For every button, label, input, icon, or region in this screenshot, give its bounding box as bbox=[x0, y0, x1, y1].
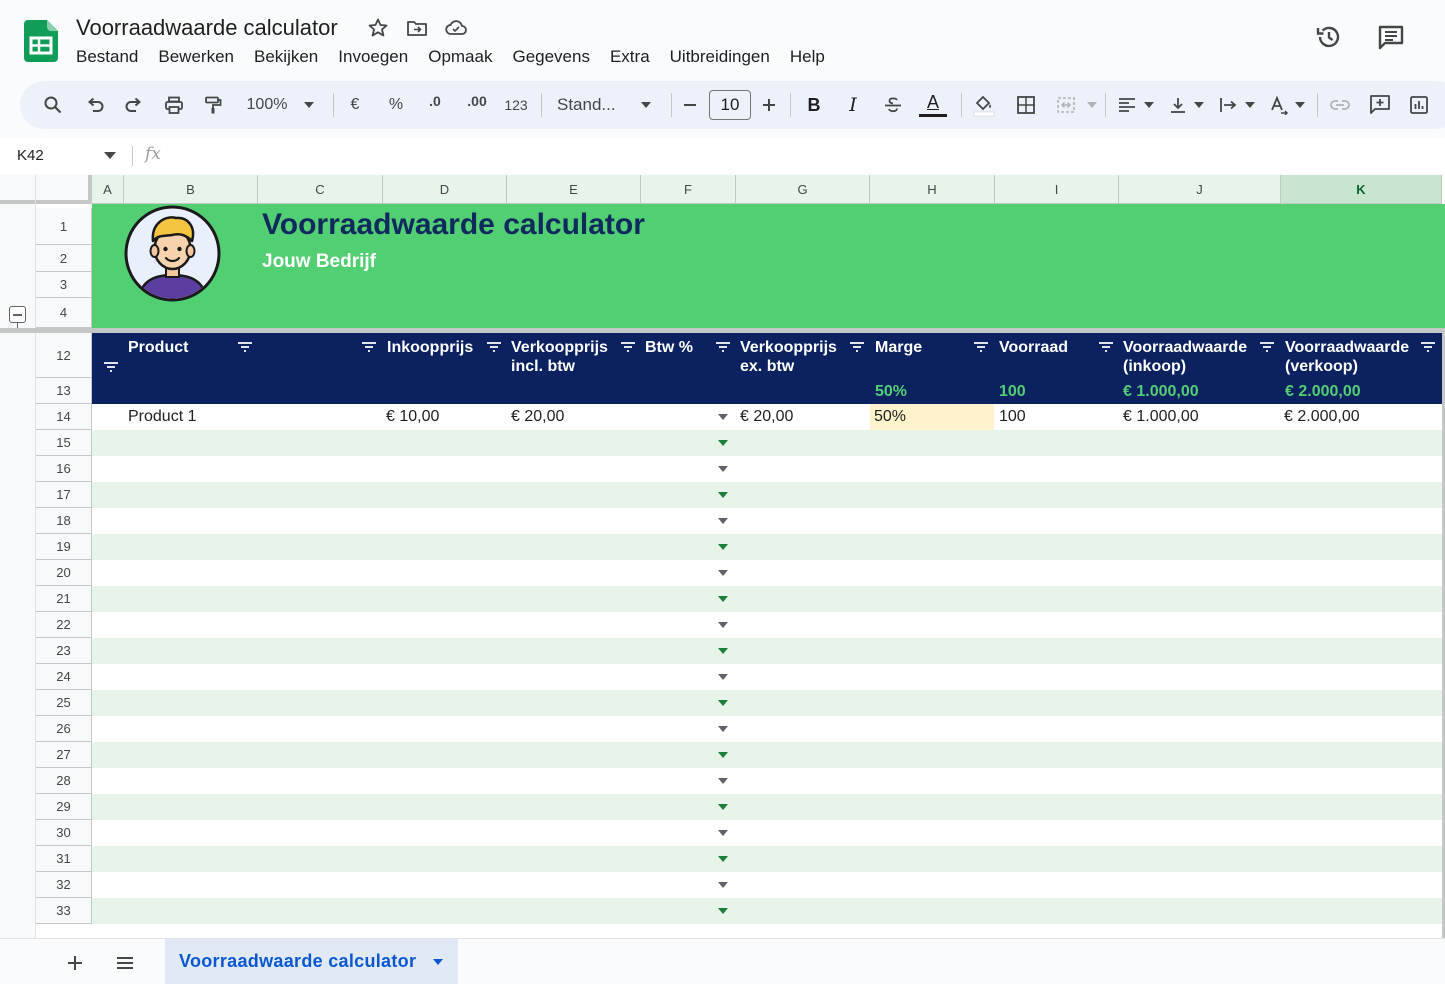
table-row[interactable] bbox=[92, 508, 1442, 534]
table-row[interactable] bbox=[92, 872, 1442, 898]
banner-subtitle: Jouw Bedrijf bbox=[262, 251, 377, 272]
column-header-e[interactable]: E bbox=[507, 175, 641, 204]
filter-icon[interactable] bbox=[236, 340, 254, 354]
summary-voorraad: 100 bbox=[999, 383, 1026, 400]
row-header-13[interactable]: 13 bbox=[36, 378, 92, 404]
text-wrapping-caret-icon[interactable] bbox=[1243, 81, 1257, 129]
formula-input[interactable] bbox=[180, 138, 1430, 174]
row-header-3[interactable]: 3 bbox=[36, 272, 92, 298]
table-row[interactable] bbox=[92, 742, 1442, 768]
toolbar-divider bbox=[961, 93, 962, 117]
btw-dropdown-icon[interactable] bbox=[718, 674, 728, 680]
text-wrapping-icon[interactable] bbox=[1215, 81, 1241, 129]
table-row[interactable] bbox=[92, 846, 1442, 872]
menu-bestand[interactable]: Bestand bbox=[76, 47, 139, 66]
star-icon[interactable] bbox=[366, 16, 390, 40]
header-voorraad[interactable]: Voorraad bbox=[999, 339, 1069, 356]
row-header-33[interactable]: 33 bbox=[36, 898, 92, 924]
header-waarde-inkoop-line2: (inkoop) bbox=[1123, 358, 1187, 375]
header-verkoopprijs-ex-line1: Verkoopprijs bbox=[740, 339, 837, 356]
all-sheets-menu-icon[interactable] bbox=[114, 952, 136, 974]
cell-product[interactable]: Product 1 bbox=[128, 408, 197, 425]
row-header-15[interactable]: 15 bbox=[36, 430, 92, 456]
table-row[interactable] bbox=[92, 456, 1442, 482]
row-header-1[interactable]: 1 bbox=[36, 208, 92, 245]
banner-title: Voorraadwaarde calculator bbox=[262, 208, 645, 241]
summary-waarde-inkoop: € 1.000,00 bbox=[1123, 383, 1199, 400]
filter-icon[interactable] bbox=[714, 340, 732, 354]
collapse-group-icon[interactable] bbox=[9, 306, 26, 323]
table-row[interactable] bbox=[92, 612, 1442, 638]
table-row[interactable] bbox=[92, 404, 1442, 430]
btw-dropdown-icon[interactable] bbox=[718, 492, 728, 498]
table-row[interactable] bbox=[92, 482, 1442, 508]
toolbar-divider bbox=[541, 93, 542, 117]
table-row[interactable] bbox=[92, 430, 1442, 456]
insert-chart-icon[interactable] bbox=[1406, 81, 1432, 129]
font-size-input[interactable]: 10 bbox=[709, 90, 751, 120]
btw-dropdown-icon[interactable] bbox=[718, 804, 728, 810]
table-row[interactable] bbox=[92, 716, 1442, 742]
function-icon: fx bbox=[145, 144, 161, 164]
text-color-letter: A bbox=[926, 92, 939, 112]
row-header-18[interactable]: 18 bbox=[36, 508, 92, 534]
btw-dropdown-icon[interactable] bbox=[718, 440, 728, 446]
zoom-select[interactable]: 100% bbox=[246, 96, 288, 113]
menu-help[interactable]: Help bbox=[789, 47, 825, 66]
header-verkoopprijs-incl-line2: incl. btw bbox=[511, 358, 575, 375]
table-row[interactable] bbox=[92, 586, 1442, 612]
row-header-30[interactable]: 30 bbox=[36, 820, 92, 846]
btw-dropdown-icon[interactable] bbox=[718, 596, 728, 602]
cell-waarde-verkoop[interactable]: € 2.000,00 bbox=[1284, 408, 1360, 425]
row-header-23[interactable]: 23 bbox=[36, 638, 92, 664]
header-waarde-inkoop[interactable] bbox=[1123, 338, 1247, 376]
toolbar-divider bbox=[1105, 93, 1106, 117]
add-sheet-icon[interactable] bbox=[64, 952, 86, 974]
move-to-folder-icon[interactable] bbox=[405, 16, 429, 40]
zoom-caret-icon[interactable] bbox=[302, 81, 316, 129]
merge-cells-icon[interactable] bbox=[1053, 81, 1079, 129]
filter-icon[interactable] bbox=[1419, 340, 1437, 354]
column-header-g[interactable]: G bbox=[736, 175, 870, 204]
btw-dropdown-icon[interactable] bbox=[718, 752, 728, 758]
undo-icon[interactable] bbox=[82, 81, 108, 129]
version-history-icon[interactable] bbox=[1314, 22, 1344, 52]
toolbar-divider bbox=[333, 93, 334, 117]
btw-dropdown-icon[interactable] bbox=[718, 466, 728, 472]
btw-dropdown-icon[interactable] bbox=[718, 570, 728, 576]
header-btw[interactable]: Btw % bbox=[645, 339, 693, 356]
header-verkoopprijs-ex[interactable] bbox=[740, 338, 837, 376]
table-row[interactable] bbox=[92, 638, 1442, 664]
header-waarde-verkoop-line2: (verkoop) bbox=[1285, 358, 1358, 375]
toolbar-divider bbox=[671, 93, 672, 117]
btw-dropdown-icon[interactable] bbox=[718, 648, 728, 654]
row-header-25[interactable]: 25 bbox=[36, 690, 92, 716]
italic-button[interactable]: I bbox=[849, 94, 857, 116]
merge-caret-icon[interactable] bbox=[1086, 81, 1098, 129]
sheets-logo-icon[interactable] bbox=[24, 20, 58, 62]
table-row[interactable] bbox=[92, 768, 1442, 794]
table-row[interactable] bbox=[92, 560, 1442, 586]
filter-icon[interactable] bbox=[485, 340, 503, 354]
more-formats-button[interactable]: 123 bbox=[504, 97, 528, 113]
formula-divider bbox=[132, 146, 133, 166]
toolbar-divider bbox=[1317, 93, 1318, 117]
btw-dropdown-icon[interactable] bbox=[718, 882, 728, 888]
row-header-21[interactable]: 21 bbox=[36, 586, 92, 612]
text-color-swatch bbox=[919, 114, 947, 117]
column-header-h[interactable]: H bbox=[870, 175, 995, 204]
btw-dropdown-icon[interactable] bbox=[718, 908, 728, 914]
filter-icon[interactable] bbox=[972, 340, 990, 354]
increase-font-size-icon[interactable] bbox=[758, 81, 780, 129]
font-family-select[interactable]: Stand... bbox=[557, 95, 616, 114]
row-header-19[interactable]: 19 bbox=[36, 534, 92, 560]
name-box-caret-icon[interactable] bbox=[104, 152, 116, 159]
cell-voorraad[interactable]: 100 bbox=[999, 408, 1026, 425]
btw-dropdown-icon[interactable] bbox=[718, 726, 728, 732]
btw-dropdown-icon[interactable] bbox=[718, 414, 728, 420]
toolbar bbox=[20, 81, 1445, 129]
menu-opmaak[interactable]: Opmaak bbox=[428, 47, 493, 66]
filter-icon[interactable] bbox=[1258, 340, 1276, 354]
menu-uitbreidingen[interactable]: Uitbreidingen bbox=[669, 47, 770, 66]
document-title[interactable]: Voorraadwaarde calculator bbox=[76, 15, 338, 40]
row-header-2[interactable]: 2 bbox=[36, 245, 92, 272]
column-header-j[interactable]: J bbox=[1119, 175, 1281, 204]
borders-icon[interactable] bbox=[1013, 81, 1039, 129]
table-row[interactable] bbox=[92, 820, 1442, 846]
sheet-tab-caret-icon[interactable] bbox=[433, 959, 443, 965]
menu-invoegen[interactable]: Invoegen bbox=[338, 47, 409, 66]
increase-decimals-button[interactable]: .00 bbox=[467, 93, 487, 109]
filter-icon[interactable] bbox=[1097, 340, 1115, 354]
font-caret-icon[interactable] bbox=[639, 81, 653, 129]
strikethrough-icon[interactable] bbox=[881, 81, 905, 129]
table-row[interactable] bbox=[92, 794, 1442, 820]
row-header-31[interactable]: 31 bbox=[36, 846, 92, 872]
row-header-22[interactable]: 22 bbox=[36, 612, 92, 638]
header-verkoopprijs-ex-line2: ex. btw bbox=[740, 358, 795, 375]
decrease-font-size-icon[interactable] bbox=[679, 81, 701, 129]
title-bar bbox=[0, 0, 1445, 78]
btw-dropdown-icon[interactable] bbox=[718, 830, 728, 836]
row-header-17[interactable]: 17 bbox=[36, 482, 92, 508]
menu-bekijken[interactable]: Bekijken bbox=[254, 47, 319, 66]
filter-icon[interactable] bbox=[619, 340, 637, 354]
header-marge[interactable]: Marge bbox=[875, 339, 923, 356]
table-row[interactable] bbox=[92, 534, 1442, 560]
text-rotation-icon[interactable] bbox=[1266, 81, 1292, 129]
header-verkoopprijs-incl-line1: Verkoopprijs bbox=[511, 339, 608, 356]
column-header-b[interactable]: B bbox=[124, 175, 258, 204]
summary-waarde-verkoop: € 2.000,00 bbox=[1285, 383, 1361, 400]
vertical-align-icon[interactable] bbox=[1165, 81, 1191, 129]
column-header-d[interactable]: D bbox=[383, 175, 507, 204]
search-menus-icon[interactable] bbox=[40, 81, 66, 129]
cell-marge[interactable]: 50% bbox=[874, 408, 907, 425]
menu-bar bbox=[66, 44, 835, 70]
text-color-button[interactable] bbox=[918, 81, 948, 129]
horizontal-align-caret-icon[interactable] bbox=[1142, 81, 1156, 129]
header-product[interactable]: Product bbox=[128, 339, 189, 356]
avatar-illustration bbox=[124, 205, 221, 302]
menu-gegevens[interactable]: Gegevens bbox=[512, 47, 590, 66]
redo-icon[interactable] bbox=[121, 81, 147, 129]
btw-dropdown-icon[interactable] bbox=[718, 778, 728, 784]
header-inkoopprijs[interactable]: Inkoopprijs bbox=[387, 339, 474, 356]
row-header-16[interactable]: 16 bbox=[36, 456, 92, 482]
print-icon[interactable] bbox=[161, 81, 187, 129]
row-header-14[interactable]: 14 bbox=[36, 404, 92, 430]
row-header-20[interactable]: 20 bbox=[36, 560, 92, 586]
btw-dropdown-icon[interactable] bbox=[718, 518, 728, 524]
formula-bar bbox=[0, 138, 1445, 174]
filter-icon[interactable] bbox=[360, 340, 378, 354]
fill-color-icon[interactable] bbox=[970, 81, 998, 129]
cell-verkoopprijs-incl[interactable]: € 20,00 bbox=[511, 408, 565, 425]
summary-marge: 50% bbox=[875, 383, 908, 400]
row-header-24[interactable]: 24 bbox=[36, 664, 92, 690]
header-waarde-verkoop[interactable] bbox=[1285, 338, 1409, 376]
bold-button[interactable]: B bbox=[807, 94, 821, 115]
row-header-32[interactable]: 32 bbox=[36, 872, 92, 898]
decrease-decimals-button[interactable]: .0 bbox=[429, 93, 441, 109]
row-header-26[interactable]: 26 bbox=[36, 716, 92, 742]
menu-bewerken[interactable]: Bewerken bbox=[158, 47, 234, 66]
row-header-27[interactable]: 27 bbox=[36, 742, 92, 768]
sheet-tab-label: Voorraadwaarde calculator bbox=[179, 951, 417, 971]
row-header-28[interactable]: 28 bbox=[36, 768, 92, 794]
insert-comment-icon[interactable] bbox=[1367, 81, 1393, 129]
menu-extra[interactable]: Extra bbox=[609, 47, 650, 66]
percent-format-button[interactable]: % bbox=[388, 96, 404, 113]
column-header-c[interactable]: C bbox=[258, 175, 383, 204]
cloud-saved-icon[interactable] bbox=[444, 16, 468, 40]
header-waarde-verkoop-line1: Voorraadwaarde bbox=[1285, 339, 1410, 356]
filter-icon[interactable] bbox=[102, 360, 120, 374]
sheet-tab-active[interactable] bbox=[165, 939, 458, 984]
btw-dropdown-icon[interactable] bbox=[718, 622, 728, 628]
toolbar-divider bbox=[790, 93, 791, 117]
vertical-align-caret-icon[interactable] bbox=[1192, 81, 1206, 129]
insert-link-icon[interactable] bbox=[1327, 81, 1353, 129]
horizontal-align-icon[interactable] bbox=[1114, 81, 1140, 129]
column-header-i[interactable]: I bbox=[995, 175, 1119, 204]
table-row[interactable] bbox=[92, 898, 1442, 924]
cell-verkoopprijs-ex[interactable]: € 20,00 bbox=[740, 408, 794, 425]
currency-format-button[interactable]: € bbox=[350, 96, 360, 113]
btw-dropdown-icon[interactable] bbox=[718, 544, 728, 550]
row-header-4[interactable]: 4 bbox=[36, 298, 92, 328]
comments-icon[interactable] bbox=[1376, 22, 1406, 52]
paint-format-icon[interactable] bbox=[200, 81, 226, 129]
column-header-f[interactable]: F bbox=[641, 175, 736, 204]
sheet-tabs-bar bbox=[0, 938, 1445, 983]
header-verkoopprijs-incl[interactable] bbox=[511, 338, 608, 376]
table-row[interactable] bbox=[92, 664, 1442, 690]
header-waarde-inkoop-line1: Voorraadwaarde bbox=[1123, 339, 1248, 356]
name-box[interactable]: K42 bbox=[17, 147, 44, 164]
text-rotation-caret-icon[interactable] bbox=[1293, 81, 1307, 129]
corner-group-area bbox=[0, 175, 36, 204]
column-header-a[interactable]: A bbox=[92, 175, 124, 204]
column-header-k[interactable]: K bbox=[1281, 175, 1442, 204]
row-header-12[interactable]: 12 bbox=[36, 333, 92, 378]
table-row[interactable] bbox=[92, 690, 1442, 716]
filter-icon[interactable] bbox=[848, 340, 866, 354]
btw-dropdown-icon[interactable] bbox=[718, 856, 728, 862]
btw-dropdown-icon[interactable] bbox=[718, 700, 728, 706]
cell-inkoopprijs[interactable]: € 10,00 bbox=[386, 408, 440, 425]
cell-waarde-inkoop[interactable]: € 1.000,00 bbox=[1123, 408, 1199, 425]
row-header-29[interactable]: 29 bbox=[36, 794, 92, 820]
